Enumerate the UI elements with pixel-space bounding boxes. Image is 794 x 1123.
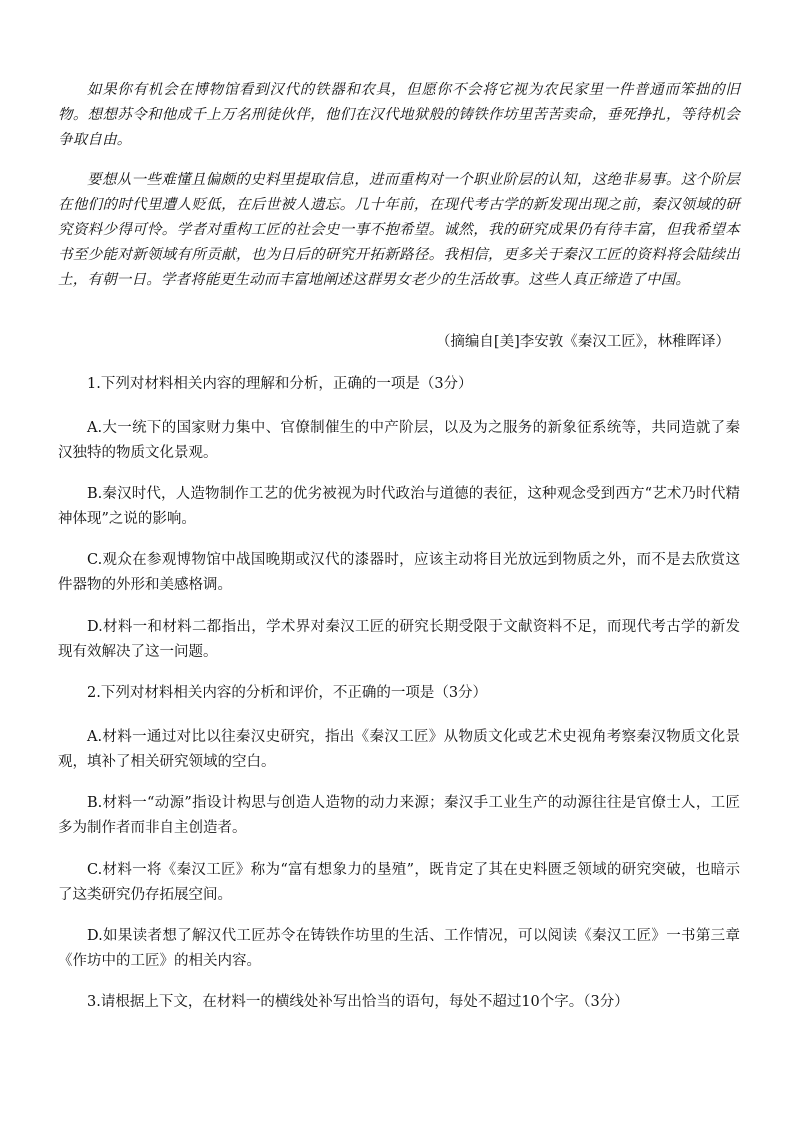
question-1-stem: 1.下列对材料相关内容的理解和分析，正确的一项是（3分） <box>87 376 473 392</box>
question-2-stem: 2.下列对材料相关内容的分析和评价，不正确的一项是（3分） <box>87 685 488 701</box>
question-2-option-d: D.如果读者想了解汉代工匠苏令在铸铁作坊里的生活、工作情况，可以阅读《秦汉工匠》一书第三章《作坊中的工匠》的相关内容。 <box>58 928 740 969</box>
passage-source-citation: （摘编自[美]李安敦《秦汉工匠》，林稚晖译） <box>435 334 730 350</box>
question-1-option-b: B.秦汉时代，人造物制作工艺的优劣被视为时代政治与道德的表征，这种观念受到西方“艺术乃时代精神体现”之说的影响。 <box>58 486 740 527</box>
question-2-option-b: B.材料一“动源”指设计构思与创造人造物的动力来源；秦汉手工业生产的动源往往是官僚士人，工匠多为制作者而非自主创造者。 <box>58 795 740 836</box>
question-1-option-c: C.观众在参观博物馆中战国晚期或汉代的漆器时，应该主动将目光放远到物质之外，而不是去欣赏这件器物的外形和美感格调。 <box>58 552 740 593</box>
question-2-option-c: C.材料一将《秦汉工匠》称为“富有想象力的垦殖”，既肯定了其在史料匮乏领域的研究突破，也暗示了这类研究仍存拓展空间。 <box>58 862 740 903</box>
question-2-option-a: A.材料一通过对比以往秦汉史研究，指出《秦汉工匠》从物质文化或艺术史视角考察秦汉物质文化景观，填补了相关研究领域的空白。 <box>58 729 740 770</box>
question-1-option-d: D.材料一和材料二都指出，学术界对秦汉工匠的研究长期受限于文献资料不足，而现代考古学的新发现有效解决了这一问题。 <box>58 619 740 660</box>
passage-paragraph-2: 要想从一些难懂且偏颇的史料里提取信息，进而重构对一个职业阶层的认知，这绝非易事。这个阶层在他们的时代里遭人贬低，在后世被人遗忘。几十年前，在现代考古学的新发现出现之前，秦汉领域的研究资料少得可怜。学者对重构工匠的社会史一事不抱希望。诚然，我的研究成果仍有待丰富，但我希望本书至少能对新领域有所贡献，也为日后的研究开拓新路径。我相信，更多关于秦汉工匠的资料将会陆续出土，有朝一日。学者将能更生动而丰富地阐述这群男女老少的生活故事。这些人真正缔造了中国。 <box>58 172 740 288</box>
question-3-stem: 3.请根据上下文，在材料一的横线处补写出恰当的语句，每处不超过10个字。（3分） <box>87 994 629 1010</box>
passage-paragraph-1: 如果你有机会在博物馆看到汉代的铁器和农具，但愿你不会将它视为农民家里一件普通而笨拙的旧物。想想苏令和他成千上万名刑徒伙伴，他们在汉代地狱般的铸铁作坊里苦苦卖命，垂死挣扎，等待机会争取自由。 <box>58 82 740 148</box>
question-1-option-a: A.大一统下的国家财力集中、官僚制催生的中产阶层，以及为之服务的新象征系统等，共同造就了秦汉独特的物质文化景观。 <box>58 420 740 461</box>
